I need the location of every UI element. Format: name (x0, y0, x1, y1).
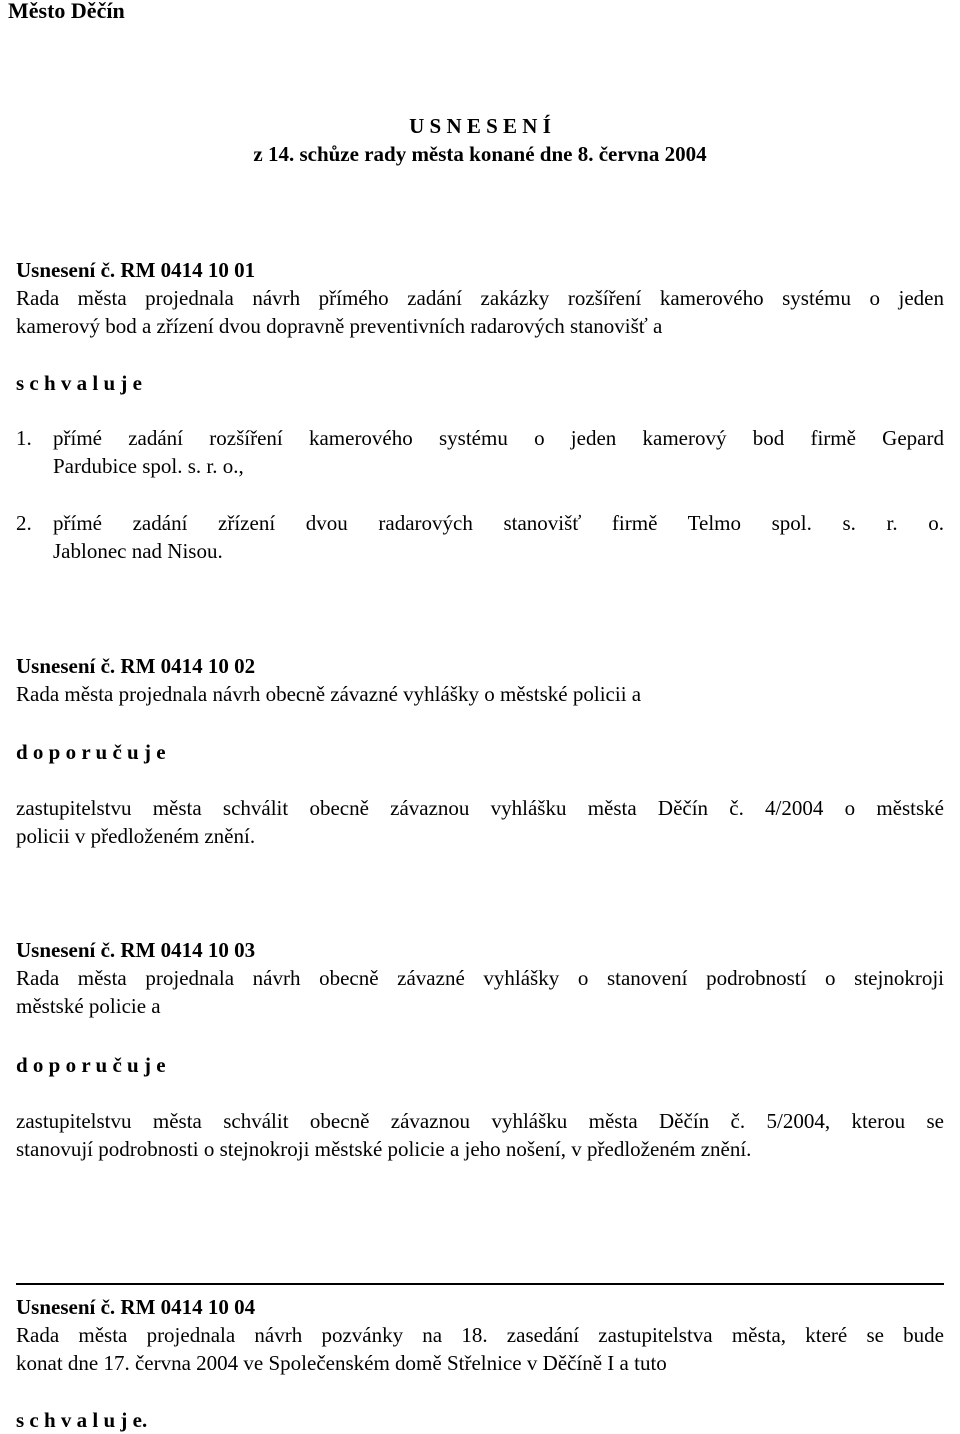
resolution-1-verdict: s c h v a l u j e (16, 371, 142, 395)
resolution-2-heading (16, 652, 944, 680)
list-item-line2: Pardubice spol. s. r. o., (53, 454, 244, 478)
list-item-line1: přímé zadání zřízení dvou radarových stanovišť firmě Telmo spol. s. r. o. (53, 511, 944, 535)
resolution-4-intro-line1: Rada města projednala návrh pozvánky na 18. zasedání zastupitelstva města, které se bude (16, 1323, 944, 1347)
resolution-number: RM 0414 10 04 (120, 1295, 256, 1319)
resolution-label: Usnesení č. (16, 938, 116, 962)
resolution-2-body-line1: zastupitelstvu města schválit obecně závaznou vyhlášku města Děčín č. 4/2004 o městské (16, 796, 944, 820)
resolution-label: Usnesení č. (16, 654, 116, 678)
resolution-label: Usnesení č. (16, 258, 116, 282)
resolution-4-intro-line2: konat dne 17. června 2004 ve Společenském domě Střelnice v Děčíně I a tuto (16, 1351, 667, 1375)
resolution-1-heading (16, 256, 944, 284)
document-title: U S N E S E N Í (409, 114, 551, 138)
resolution-3-verdict: d o p o r u č u j e (16, 1053, 166, 1077)
document-subtitle: z 14. schůze rady města konané dne 8. června 2004 (253, 142, 707, 166)
list-item-line2: Jablonec nad Nisou. (53, 539, 223, 563)
resolution-3-body-line2: stanovují podrobnosti o stejnokroji městské policie a jeho nošení, v předloženém znění. (16, 1137, 752, 1161)
list-item-line1: přímé zadání rozšíření kamerového systému o jeden kamerový bod firmě Gepard (53, 426, 944, 450)
resolution-1-intro-line2: kamerový bod a zřízení dvou dopravně preventivních radarových stanovišť a (16, 314, 663, 338)
list-item-number: 2. (16, 511, 32, 535)
resolution-3-heading (16, 936, 944, 964)
resolution-3-intro-line2: městské policie a (16, 994, 161, 1018)
resolution-1-intro-line1: Rada města projednala návrh přímého zadání zakázky rozšíření kamerového systému o jeden (16, 286, 944, 310)
city-name: Město Děčín (8, 0, 125, 23)
resolution-2-body-line2: policii v předloženém znění. (16, 824, 256, 848)
resolution-4-verdict: s c h v a l u j e. (16, 1408, 148, 1432)
list-item (16, 509, 944, 565)
resolution-2-verdict: d o p o r u č u j e (16, 740, 166, 764)
resolution-3-body-line1: zastupitelstvu města schválit obecně závaznou vyhlášku města Děčín č. 5/2004, kterou se (16, 1109, 944, 1133)
resolution-4-heading (16, 1293, 944, 1321)
list-item-number: 1. (16, 426, 32, 450)
resolution-number: RM 0414 10 02 (120, 654, 256, 678)
resolution-label: Usnesení č. (16, 1295, 116, 1319)
resolution-number: RM 0414 10 03 (120, 938, 256, 962)
resolution-3-intro-line1: Rada města projednala návrh obecně závazné vyhlášky o stanovení podrobností o stejnokroji (16, 966, 944, 990)
section-divider (16, 1283, 944, 1285)
resolution-number: RM 0414 10 01 (120, 258, 256, 282)
list-item (16, 424, 944, 480)
resolution-2-intro-line1: Rada města projednala návrh obecně závazné vyhlášky o městské policii a (16, 682, 642, 706)
